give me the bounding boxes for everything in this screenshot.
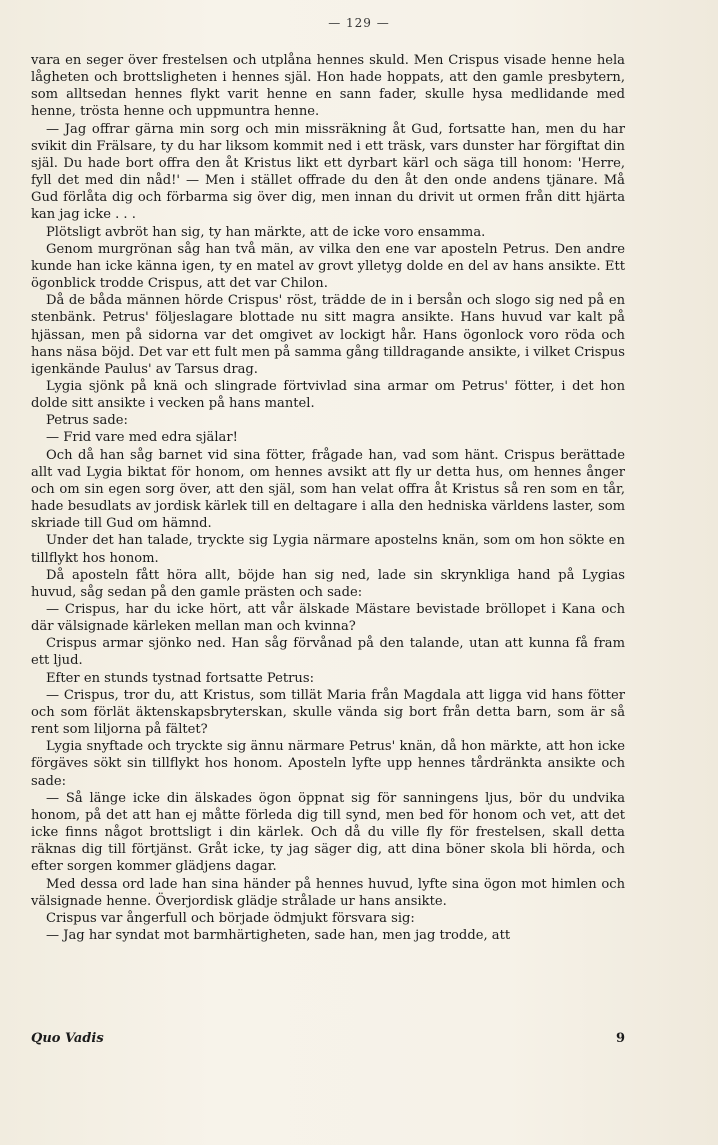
paragraph: — Jag offrar gärna min sorg och min missräkning åt Gud, fortsatte han, men du har svikit din Frälsare, ty du har liksom kommit ned i ett träsk, vars dunster har förgiftat din själ. Du hade bort offra den åt Kristus likt ett dyrbart kärl och säga till honom: 'Herre, fyll det med din nåd!' — Men i stället offrade du den åt den onde andens tjänare. Må Gud förlåta dig och förbarma sig över dig, men innan du drivit ut ormen från ditt hjärta kan jag icke . . . xyxy=(31,121,625,223)
page-footer xyxy=(31,1031,625,1046)
paragraph: Då aposteln fått höra allt, böjde han sig ned, lade sin skrynkliga hand på Lygias huvud, såg sedan på den gamle prästen och sade: xyxy=(31,567,625,600)
paragraph: Efter en stunds tystnad fortsatte Petrus: xyxy=(46,670,314,686)
paragraph: Genom murgrönan såg han två män, av vilka den ene var aposteln Petrus. Den andre kunde han icke känna igen, ty en matel av grovt ylletyg dolde en del av hans ansikte. Ett ögonblick trodde Crispus, att det var Chilon. xyxy=(31,241,625,292)
signature-number: 9 xyxy=(615,1031,625,1046)
paragraph: vara en seger över frestelsen och utplåna hennes skuld. Men Crispus visade henne hela lågheten och brottsligheten i hennes själ. Hon hade hoppats, att den gamle presbytern, som alltsedan hennes flykt varit henne en sann fader, skulle hysa medlidande med henne, trösta henne och uppmuntra henne. xyxy=(31,53,625,120)
paragraph: Då de båda männen hörde Crispus' röst, trädde de in i bersån och slogo sig ned på en stenbänk. Petrus' följeslagare blottade nu sitt magra ansikte. Hans huvud var kalt på hjässan, men på sidorna var det omgivet av lockigt hår. Hans ögonlock voro röda och hans näsa böjd. Det var ett fult men på samma gång tilldragande ansikte, i vilket Crispus igenkände Paulus' av Tarsus drag. xyxy=(31,293,625,377)
paragraph: — Så länge icke din älskades ögon öppnat sig för sanningens ljus, bör du undvika honom, på det att han ej måtte förleda dig till synd, men bed för honom och vet, att det icke finns något brottsligt i din kärlek. Och då du ville fly för frestelsen, skall detta räknas dig till förtjänst. Gråt icke, ty jag säger dig, att dina böner skola bli hörda, och efter sorgen kommer glädjens dagar. xyxy=(31,790,625,875)
paragraph: Plötsligt avbröt han sig, ty han märkte, att de icke voro ensamma. xyxy=(46,224,486,240)
paragraph: Lygia snyftade och tryckte sig ännu närmare Petrus' knän, då hon märkte, att hon icke förgäves sökt sin tillflykt hos honom. Aposteln lyfte upp hennes tårdränkta ansikte och sade: xyxy=(31,739,625,789)
paragraph: Under det han talade, tryckte sig Lygia närmare apostelns knän, som om hon sökte en tillflykt hos honom. xyxy=(31,533,625,566)
body-text xyxy=(31,52,625,944)
paragraph: — Jag har syndat mot barmhärtigheten, sade han, men jag trodde, att xyxy=(46,927,511,943)
paragraph: Crispus armar sjönko ned. Han såg förvånad på den talande, utan att kunna få fram ett ljud. xyxy=(31,636,625,669)
paragraph: Petrus sade: xyxy=(46,413,128,429)
paragraph: — Crispus, tror du, att Kristus, som tillät Maria från Magdala att ligga vid hans fötter och som förlät äktenskapsbryterskan, skulle vända sig bort från detta barn, som är så rent som liljorna på fältet? xyxy=(31,687,625,738)
page-number: — 129 — xyxy=(328,16,390,30)
paragraph: Crispus var ångerfull och började ödmjukt försvara sig: xyxy=(46,910,415,926)
paragraph: Med dessa ord lade han sina händer på hennes huvud, lyfte sina ögon mot himlen och välsignade henne. Överjordisk glädje strålade ur hans ansikte. xyxy=(31,876,625,909)
paragraph: — Crispus, har du icke hört, att vår älskade Mästare bevistade bröllopet i Kana och där välsignade kärleken mellan man och kvinna? xyxy=(31,602,625,635)
paragraph: — Frid vare med edra själar! xyxy=(46,430,238,446)
book-title: Quo Vadis xyxy=(31,1031,104,1046)
paragraph: Lygia sjönk på knä och slingrade förtvivlad sina armar om Petrus' fötter, i det hon dolde sitt ansikte i vecken på hans mantel. xyxy=(31,378,625,412)
paragraph: Och då han såg barnet vid sina fötter, frågade han, vad som hänt. Crispus berättade allt vad Lygia biktat för honom, om hennes avsikt att fly ur detta hus, om hennes ånger och om sin egen sorg över, att den själ, som han velat offra åt Kristus så ren som en tår, hade besudlats av jordisk kärlek till en deltagare i alla den hedniska världens laster, som skriade till Gud om hämnd. xyxy=(31,447,625,532)
